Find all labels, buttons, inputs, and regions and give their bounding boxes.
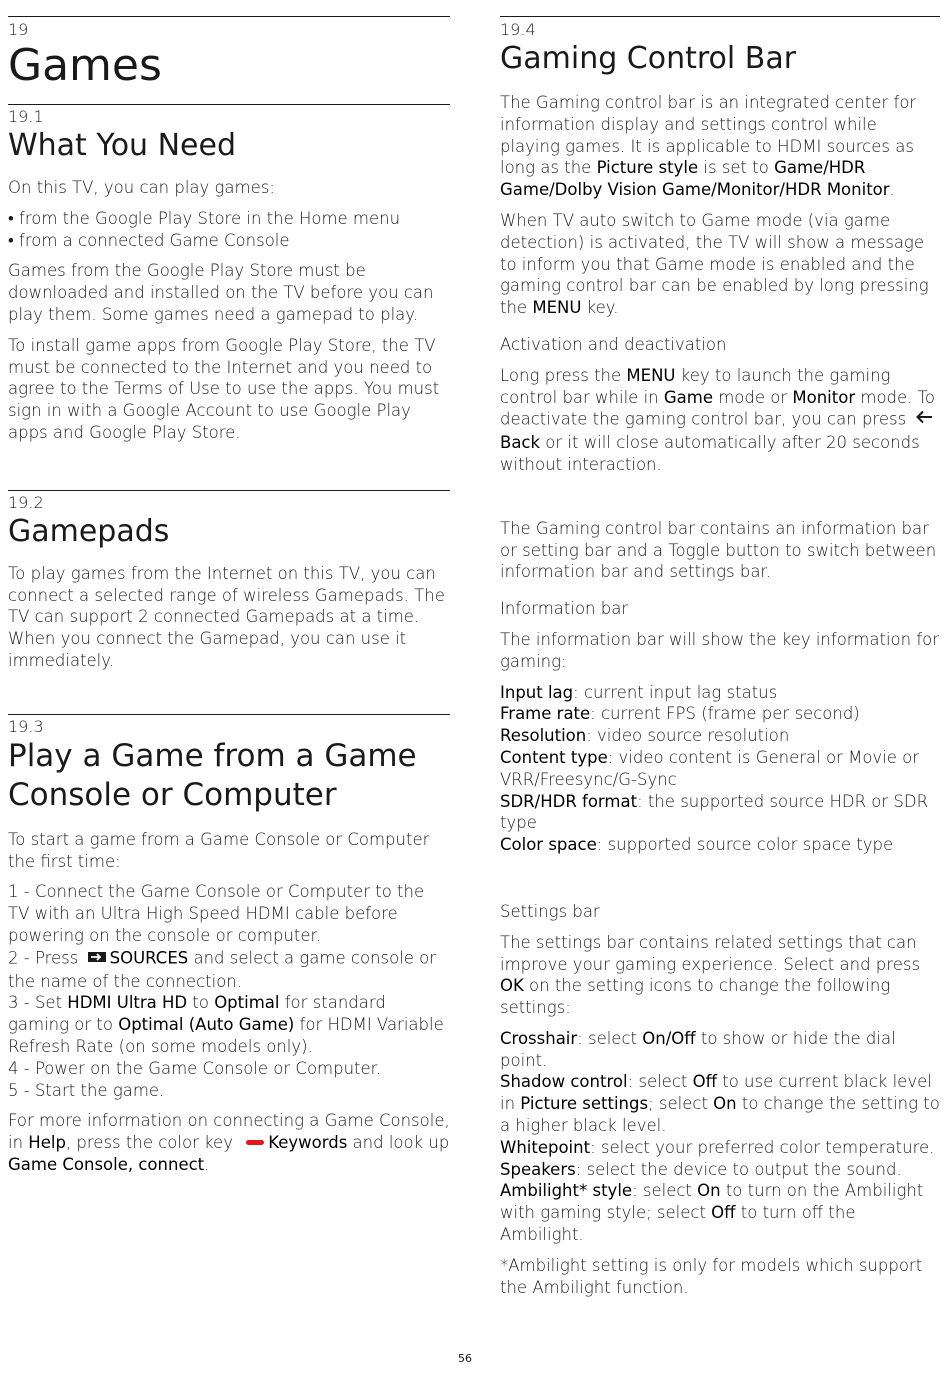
paragraph <box>500 365 940 476</box>
text: . <box>204 1154 210 1174</box>
divider <box>8 490 450 491</box>
term: Frame rate <box>500 704 591 724</box>
paragraph: To play games from the Internet on this TV, you can connect a selected range of wireless Gamepads. The TV can support 2 connected Gamepads at a time. When you connect the Gamepad, you can use it immediately. <box>8 563 445 670</box>
divider <box>8 104 450 105</box>
section-title <box>8 737 450 815</box>
text: The settings bar contains related settings that can improve your gaming experience. Select and press <box>500 932 921 974</box>
list-item <box>500 1028 940 1072</box>
text: : select <box>577 1028 643 1048</box>
list-item <box>500 791 940 835</box>
term: On <box>642 1028 666 1048</box>
step-4: 4 - Power on the Game Console or Computer. <box>8 1058 382 1078</box>
step-text: 3 - Set <box>8 993 68 1013</box>
term: Monitor <box>792 387 856 407</box>
chapter-number: 19 <box>8 20 29 39</box>
keywords-label: Keywords <box>268 1133 348 1153</box>
step-text: and select a game console or the name of the connection. <box>8 948 437 991</box>
term: Content type <box>500 747 608 767</box>
term: SDR/HDR format <box>500 791 638 811</box>
text: : video source resolution <box>586 726 790 746</box>
text: : select <box>627 1072 693 1092</box>
step-text: to <box>187 993 215 1013</box>
list-item: • from the Google Play Store in the Home menu <box>8 208 401 228</box>
term: MENU <box>532 298 582 318</box>
sources-label: SOURCES <box>109 948 189 968</box>
back-label: Back <box>500 433 541 453</box>
section-number: 19.1 <box>8 107 44 126</box>
paragraph: Games from the Google Play Store must be downloaded and installed on the TV before you can play them. Some games need a gamepad to play. <box>8 261 434 324</box>
text: : current FPS (frame per second) <box>590 704 860 724</box>
setting-name: HDMI Ultra HD <box>67 993 188 1013</box>
section-title-line: Play a Game from a Game <box>8 737 417 774</box>
paragraph: On this TV, you can play games: <box>8 178 275 197</box>
list-item <box>500 1180 940 1245</box>
section-title: Gamepads <box>8 513 170 549</box>
left-column <box>8 0 450 1174</box>
bullet-list <box>8 208 450 252</box>
term: Off <box>671 1028 696 1048</box>
section-19-4 <box>500 16 940 1298</box>
text: to turn off the Ambilight. <box>500 1203 856 1245</box>
term: Crosshair <box>500 1028 578 1048</box>
text: / <box>665 1028 672 1048</box>
text: is set to <box>698 158 775 178</box>
list-item: • from a connected Game Console <box>8 230 290 250</box>
text: key to launch the gaming control bar while in <box>500 365 891 407</box>
section-number: 19.2 <box>8 492 44 512</box>
term: Ambilight* style <box>500 1181 633 1201</box>
chapter-19 <box>8 16 450 92</box>
paragraph: The information bar will show the key information for gaming: <box>500 629 940 671</box>
step-text: for standard gaming or to <box>8 993 386 1035</box>
footnote: *Ambilight setting is only for models which support the Ambilight function. <box>500 1255 923 1297</box>
paragraph <box>500 92 940 201</box>
text: . <box>889 180 895 200</box>
section-19-1 <box>8 104 450 444</box>
text: to turn on the Ambilight with gaming style; select <box>500 1181 924 1223</box>
text: ; select <box>648 1094 714 1114</box>
divider <box>8 714 450 715</box>
text: on the setting icons to change the following settings: <box>500 976 891 1018</box>
text: to change the setting to a higher black level. <box>500 1094 940 1136</box>
term: On <box>713 1094 737 1114</box>
term: Off <box>711 1203 736 1223</box>
list-item <box>500 703 940 725</box>
subheading: Activation and deactivation <box>500 334 727 354</box>
section-title: What You Need <box>8 128 237 163</box>
text: to show or hide the dial point. <box>500 1028 896 1070</box>
subheading: Settings bar <box>500 901 600 921</box>
page-number: 56 <box>458 1352 472 1365</box>
text: : video content is General or Movie or VRR/Freesync/G-Sync <box>500 747 920 789</box>
step-text: for HDMI Variable Refresh Rate (on some models only). <box>8 1015 444 1056</box>
term: Resolution <box>500 726 587 746</box>
setting-value: Optimal (Auto Game) <box>118 1015 295 1035</box>
subheading: Information bar <box>500 599 629 619</box>
chapter-title: Games <box>8 40 162 91</box>
help-label: Help <box>28 1133 66 1153</box>
section-19-3 <box>8 714 450 1176</box>
term: Game/HDR Game/Dolby Vision Game/Monitor/HDR Monitor <box>500 158 890 200</box>
term: Game <box>663 387 713 407</box>
text: When TV auto switch to Game mode (via game detection) is activated, the TV will show a message to inform you that Game mode is enabled and the gaming control bar can be enabled by long pressing the <box>500 210 929 318</box>
text: The Gaming control bar is an integrated center for information display and settings control while playing games. It is applicable to HDMI sources as long as the <box>500 93 917 178</box>
text: Long press the <box>500 365 627 385</box>
paragraph: The Gaming control bar contains an information bar or setting bar and a Toggle button to switch between information bar and settings bar. <box>500 518 937 582</box>
text: : select your preferred color temperature. <box>590 1137 935 1157</box>
text: : supported source color space type <box>596 835 894 855</box>
step-2 <box>8 947 450 993</box>
text: : select the device to output the sound. <box>575 1159 902 1179</box>
term: Picture style <box>596 158 699 178</box>
term: Off <box>692 1072 717 1092</box>
section-title-line: Console or Computer <box>8 776 337 813</box>
term: Shadow control <box>500 1072 628 1092</box>
list-item <box>500 1071 940 1136</box>
section-number: 19.4 <box>500 20 536 39</box>
term: Color space <box>500 835 597 855</box>
paragraph: To start a game from a Game Console or Computer the first time: <box>8 829 430 871</box>
text: For more information on connecting a Game Console, in <box>8 1111 450 1153</box>
sources-icon <box>88 947 106 969</box>
settings-list <box>500 1028 940 1246</box>
text: key. <box>581 298 619 318</box>
divider <box>8 16 450 17</box>
term: OK <box>500 976 524 996</box>
steps-list <box>8 881 450 1101</box>
red-color-key-icon <box>246 1140 264 1145</box>
step-5: 5 - Start the game. <box>8 1080 165 1100</box>
text: : select <box>632 1181 698 1201</box>
text: or it will close automatically after 20 seconds without interaction. <box>500 433 920 474</box>
paragraph <box>500 210 940 319</box>
term: Picture settings <box>520 1094 649 1114</box>
term: Whitepoint <box>500 1137 591 1157</box>
step-3 <box>8 992 450 1057</box>
list-item <box>500 1159 940 1181</box>
back-arrow-icon <box>915 408 933 430</box>
text: : the supported source HDR or SDR type <box>500 791 929 833</box>
text: , press the color key <box>65 1133 239 1153</box>
list-item <box>500 834 940 856</box>
term: On <box>697 1181 721 1201</box>
term: MENU <box>626 365 676 385</box>
info-list <box>500 682 940 856</box>
paragraph: To install game apps from Google Play Store, the TV must be connected to the Internet and you need to agree to the Terms of Use to use the apps. You must sign in with a Google Account to use Google Play apps and Google Play Store. <box>8 335 440 442</box>
text: mode. To deactivate the gaming control bar, you can press <box>500 387 936 429</box>
text: to use current black level in <box>500 1072 932 1114</box>
text: mode or <box>712 387 793 407</box>
text: : current input lag status <box>573 682 778 702</box>
section-19-2 <box>8 490 450 672</box>
section-title: Gaming Control Bar <box>500 41 797 76</box>
term: Speakers <box>500 1159 576 1179</box>
right-column <box>500 0 940 1297</box>
list-item <box>500 1137 940 1159</box>
list-item <box>500 747 940 791</box>
step-text: 2 - Press <box>8 948 84 968</box>
step-1: 1 - Connect the Game Console or Computer to the TV with an Ultra High Speed HDMI cable before powering on the console or computer. <box>8 882 425 945</box>
paragraph <box>8 1110 450 1175</box>
section-number: 19.3 <box>8 716 44 736</box>
text: and look up <box>347 1133 450 1153</box>
term: Input lag <box>500 682 574 702</box>
list-item <box>500 725 940 747</box>
list-item <box>500 682 940 704</box>
divider <box>500 16 940 17</box>
setting-value: Optimal <box>214 993 280 1013</box>
keyword-label: Game Console, connect <box>8 1154 205 1174</box>
paragraph <box>500 932 940 1019</box>
